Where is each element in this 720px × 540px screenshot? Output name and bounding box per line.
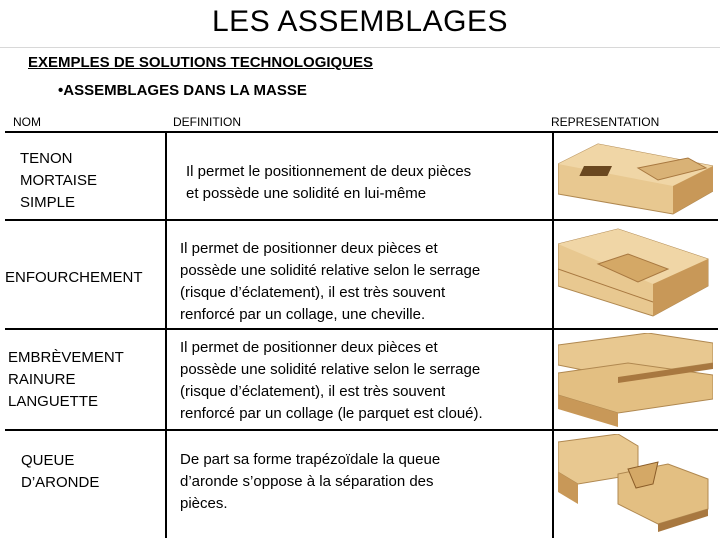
row-definition-enfourchement: Il permet de positionner deux pièces et possède une solidité relative selon le serrage (risque d’éclatement), il est très souvent renforcé par un collage, une cheville. xyxy=(180,240,481,323)
row-definition-queue-aronde: De part sa forme trapézoïdale la queue d’aronde s’oppose à la séparation des pièces. xyxy=(180,451,441,512)
row-definition-embrevement: Il permet de positionner deux pièces et possède une solidité relative selon le serrage (risque d’éclatement), il est très souvent renforcé par un collage (le parquet est cloué). xyxy=(180,339,483,422)
section-heading: •ASSEMBLAGES DANS LA MASSE xyxy=(58,82,307,99)
row-name-queue-aronde: QUEUE D’ARONDE xyxy=(21,452,100,491)
row-divider-3 xyxy=(5,429,718,431)
row-divider-1 xyxy=(5,219,718,221)
enfourchement-image xyxy=(558,224,713,324)
queue-aronde-image xyxy=(558,434,713,536)
subtitle: EXEMPLES DE SOLUTIONS TECHNOLOGIQUES xyxy=(28,54,374,71)
column-header-nom: NOM xyxy=(13,115,41,129)
header-divider xyxy=(5,131,718,133)
row-name-enfourchement: ENFOURCHEMENT xyxy=(5,269,143,286)
rainure-languette-image xyxy=(558,333,713,427)
row-name-tenon-mortaise: TENON MORTAISE SIMPLE xyxy=(20,150,97,211)
assemblies-table xyxy=(5,112,718,538)
row-definition-tenon-mortaise: Il permet le positionnement de deux pièces et possède une solidité en lui-même xyxy=(186,163,472,202)
column-divider-2 xyxy=(552,131,554,538)
column-header-representation: REPRESENTATION xyxy=(551,115,660,129)
column-divider-1 xyxy=(165,131,167,538)
tenon-mortaise-image xyxy=(558,136,713,216)
row-name-embrevement: EMBRÈVEMENT RAINURE LANGUETTE xyxy=(8,349,124,410)
row-divider-2 xyxy=(5,328,718,330)
column-header-definition: DEFINITION xyxy=(173,115,241,129)
page-title: LES ASSEMBLAGES xyxy=(0,0,720,48)
